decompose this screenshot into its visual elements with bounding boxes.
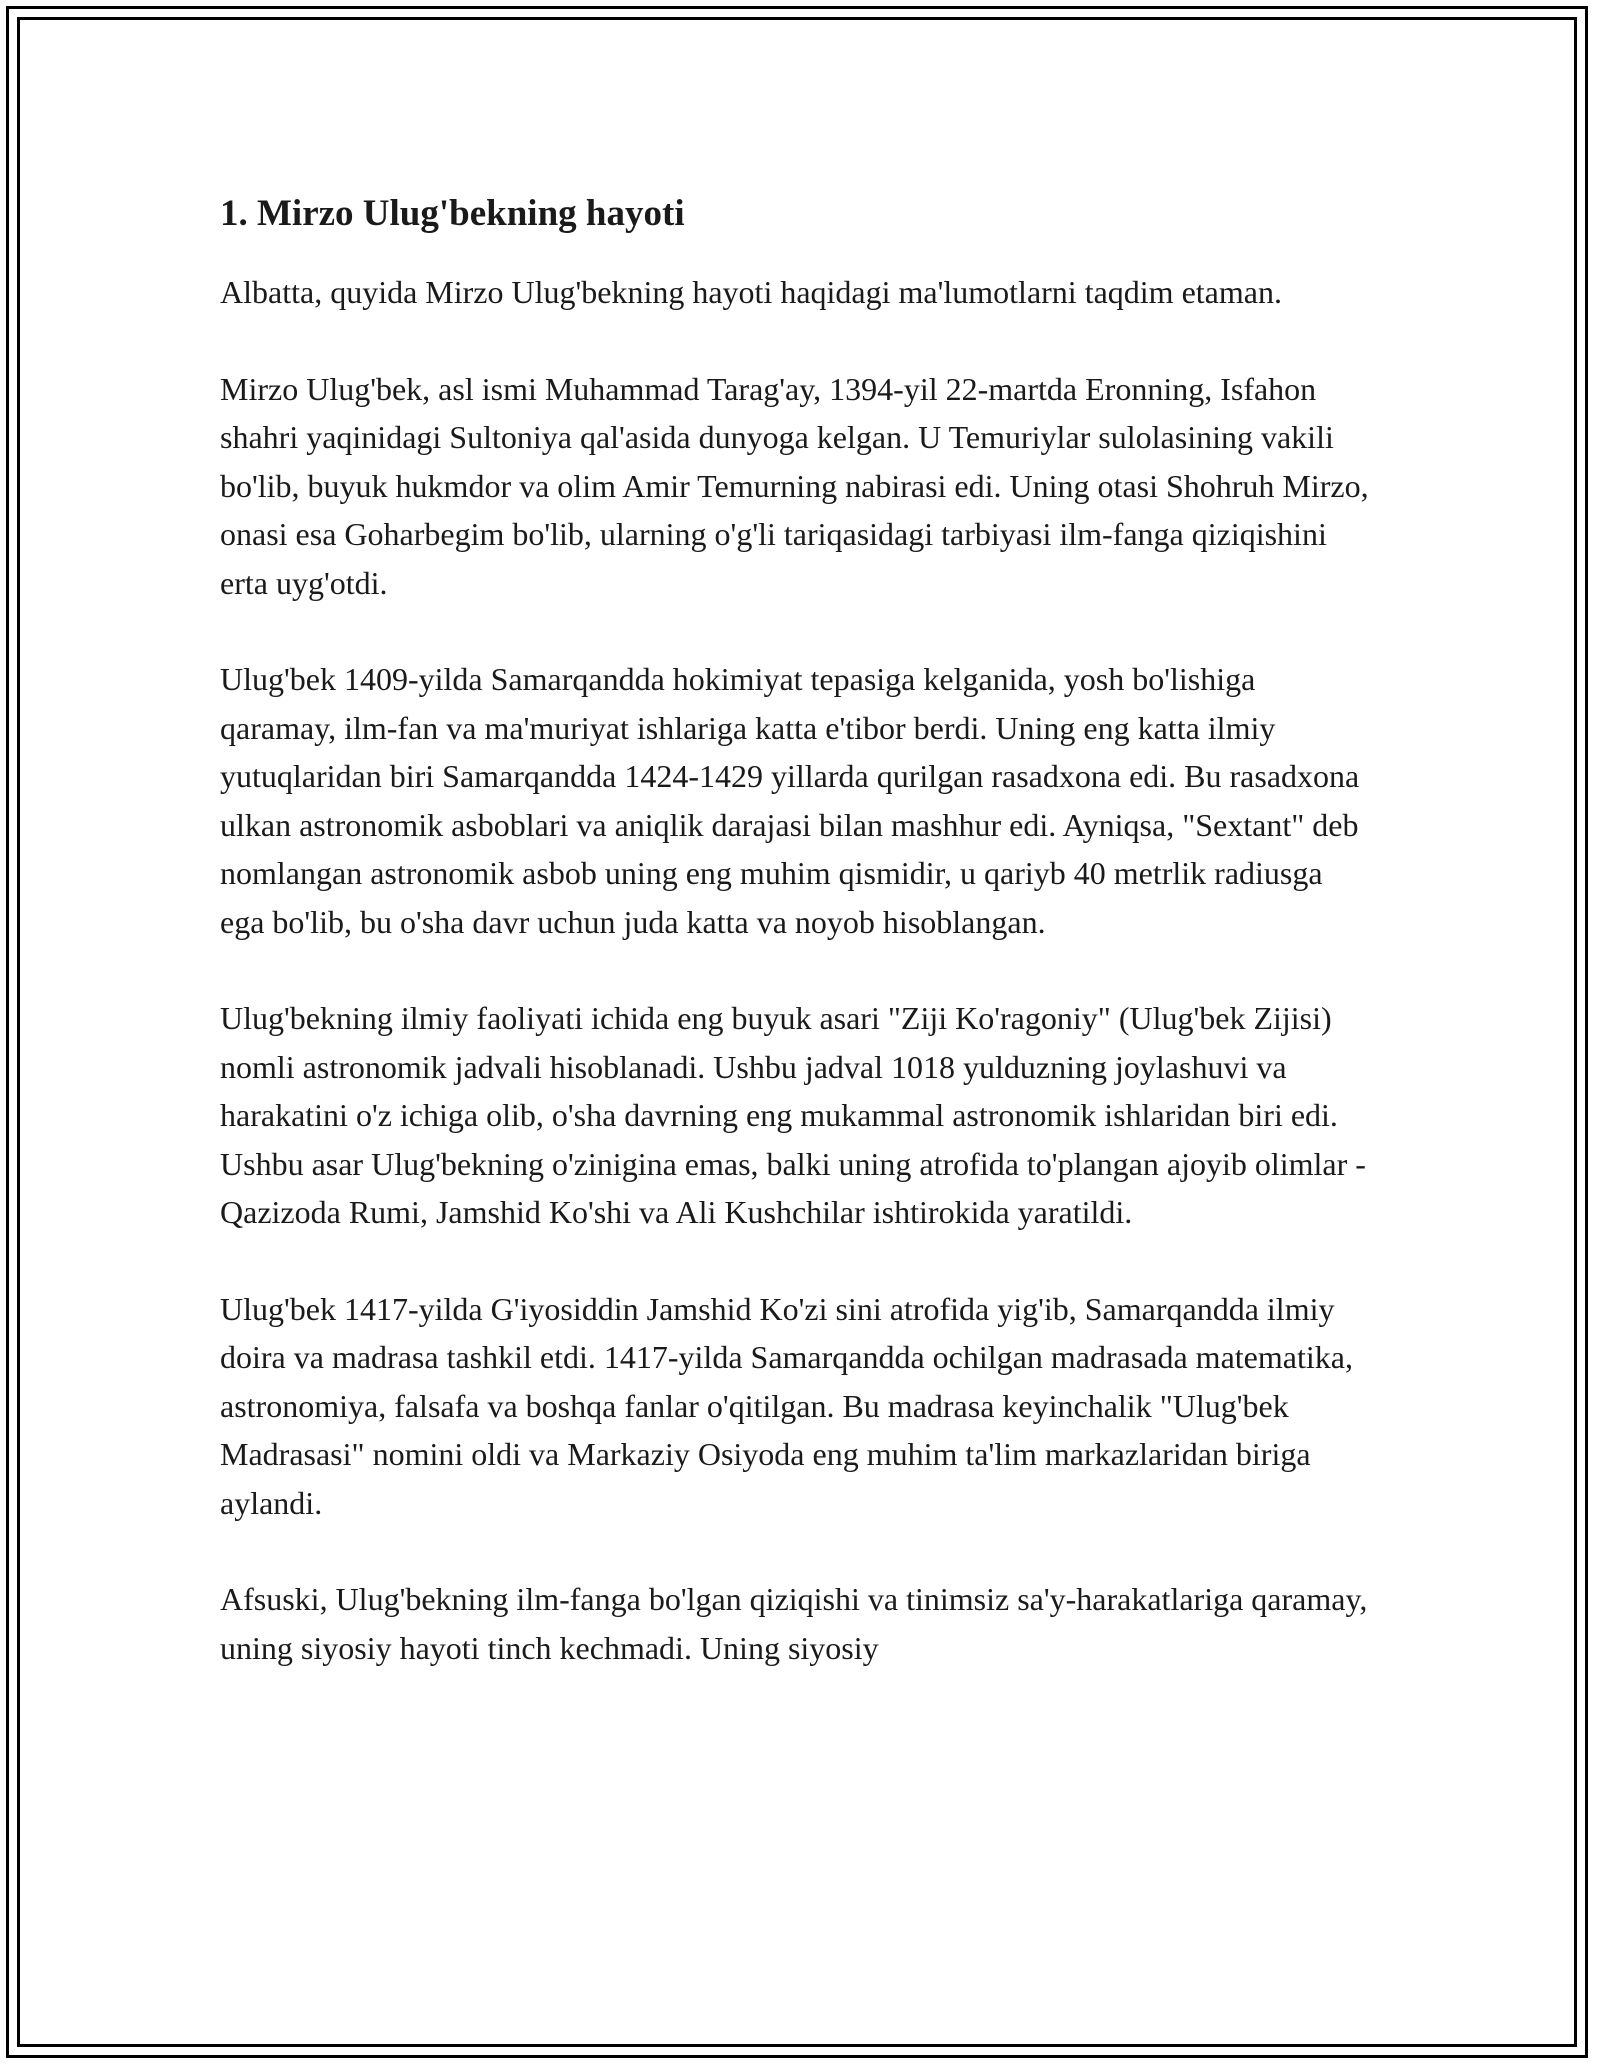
paragraph-observatory: Ulug'bek 1409-yilda Samarqandda hokimiyat tepasiga kelganida, yosh bo'lishiga qaramay, ilm-fan va ma'muriyat ishlariga katta e'tibor berdi. Uning eng katta ilmiy yutuqlaridan biri Samarqandda 1424-1429 yillarda qurilgan rasadxona edi. Bu rasadxona ulkan astronomik asboblari va aniqlik darajasi bilan mashhur edi. Ayniqsa, "Sextant" deb nomlangan astronomik asbob uning eng muhim qismidir, u qariyb 40 metrlik radiusga ega bo'lib, bu o'sha davr uchun juda katta va noyob hisoblangan. xyxy=(220,661,1360,940)
document-body xyxy=(220,190,1370,1720)
page-title: 1. Mirzo Ulug'bekning hayoti xyxy=(220,193,685,234)
paragraph-intro: Albatta, quyida Mirzo Ulug'bekning hayoti haqidagi ma'lumotlarni taqdim etaman. xyxy=(220,274,1282,310)
paragraph-politics: Afsuski, Ulug'bekning ilm-fanga bo'lgan qiziqishi va tinimsiz sa'y-harakatlariga qaramay, uning siyosiy hayoti tinch kechmadi. Uning siyosiy xyxy=(220,1581,1368,1666)
paragraph-birth: Mirzo Ulug'bek, asl ismi Muhammad Tarag'ay, 1394-yil 22-martda Eronning, Isfahon shahri yaqinidagi Sultoniya qal'asida dunyoga kelgan. U Temuriylar sulolasining vakili bo'lib, buyuk hukmdor va olim Amir Temurning nabirasi edi. Uning otasi Shohruh Mirzo, onasi esa Goharbegim bo'lib, ularning o'g'li tariqasidagi tarbiyasi ilm-fanga qiziqishini erta uyg'otdi. xyxy=(220,370,1369,601)
paragraph-madrasa: Ulug'bek 1417-yilda G'iyosiddin Jamshid Ko'zi sini atrofida yig'ib, Samarqandda ilmiy doira va madrasa tashkil etdi. 1417-yilda Samarqandda ochilgan madrasada matematika, astronomiya, falsafa va boshqa fanlar o'qitilgan. Bu madrasa keyinchalik "Ulug'bek Madrasasi" nomini oldi va Markaziy Osiyoda eng muhim ta'lim markazlaridan biriga aylandi. xyxy=(220,1290,1353,1521)
paragraph-zij: Ulug'bekning ilmiy faoliyati ichida eng buyuk asari "Ziji Ko'ragoniy" (Ulug'bek Zijisi) nomli astronomik jadvali hisoblanadi. Ushbu jadval 1018 yulduzning joylashuvi va harakatini o'z ichiga olib, o'sha davrning eng mukammal astronomik ishlaridan biri edi. Ushbu asar Ulug'bekning o'zinigina emas, balki uning atrofida to'plangan ajoyib olimlar - Qazizoda Rumi, Jamshid Ko'shi va Ali Kushchilar ishtirokida yaratildi. xyxy=(220,1000,1366,1230)
